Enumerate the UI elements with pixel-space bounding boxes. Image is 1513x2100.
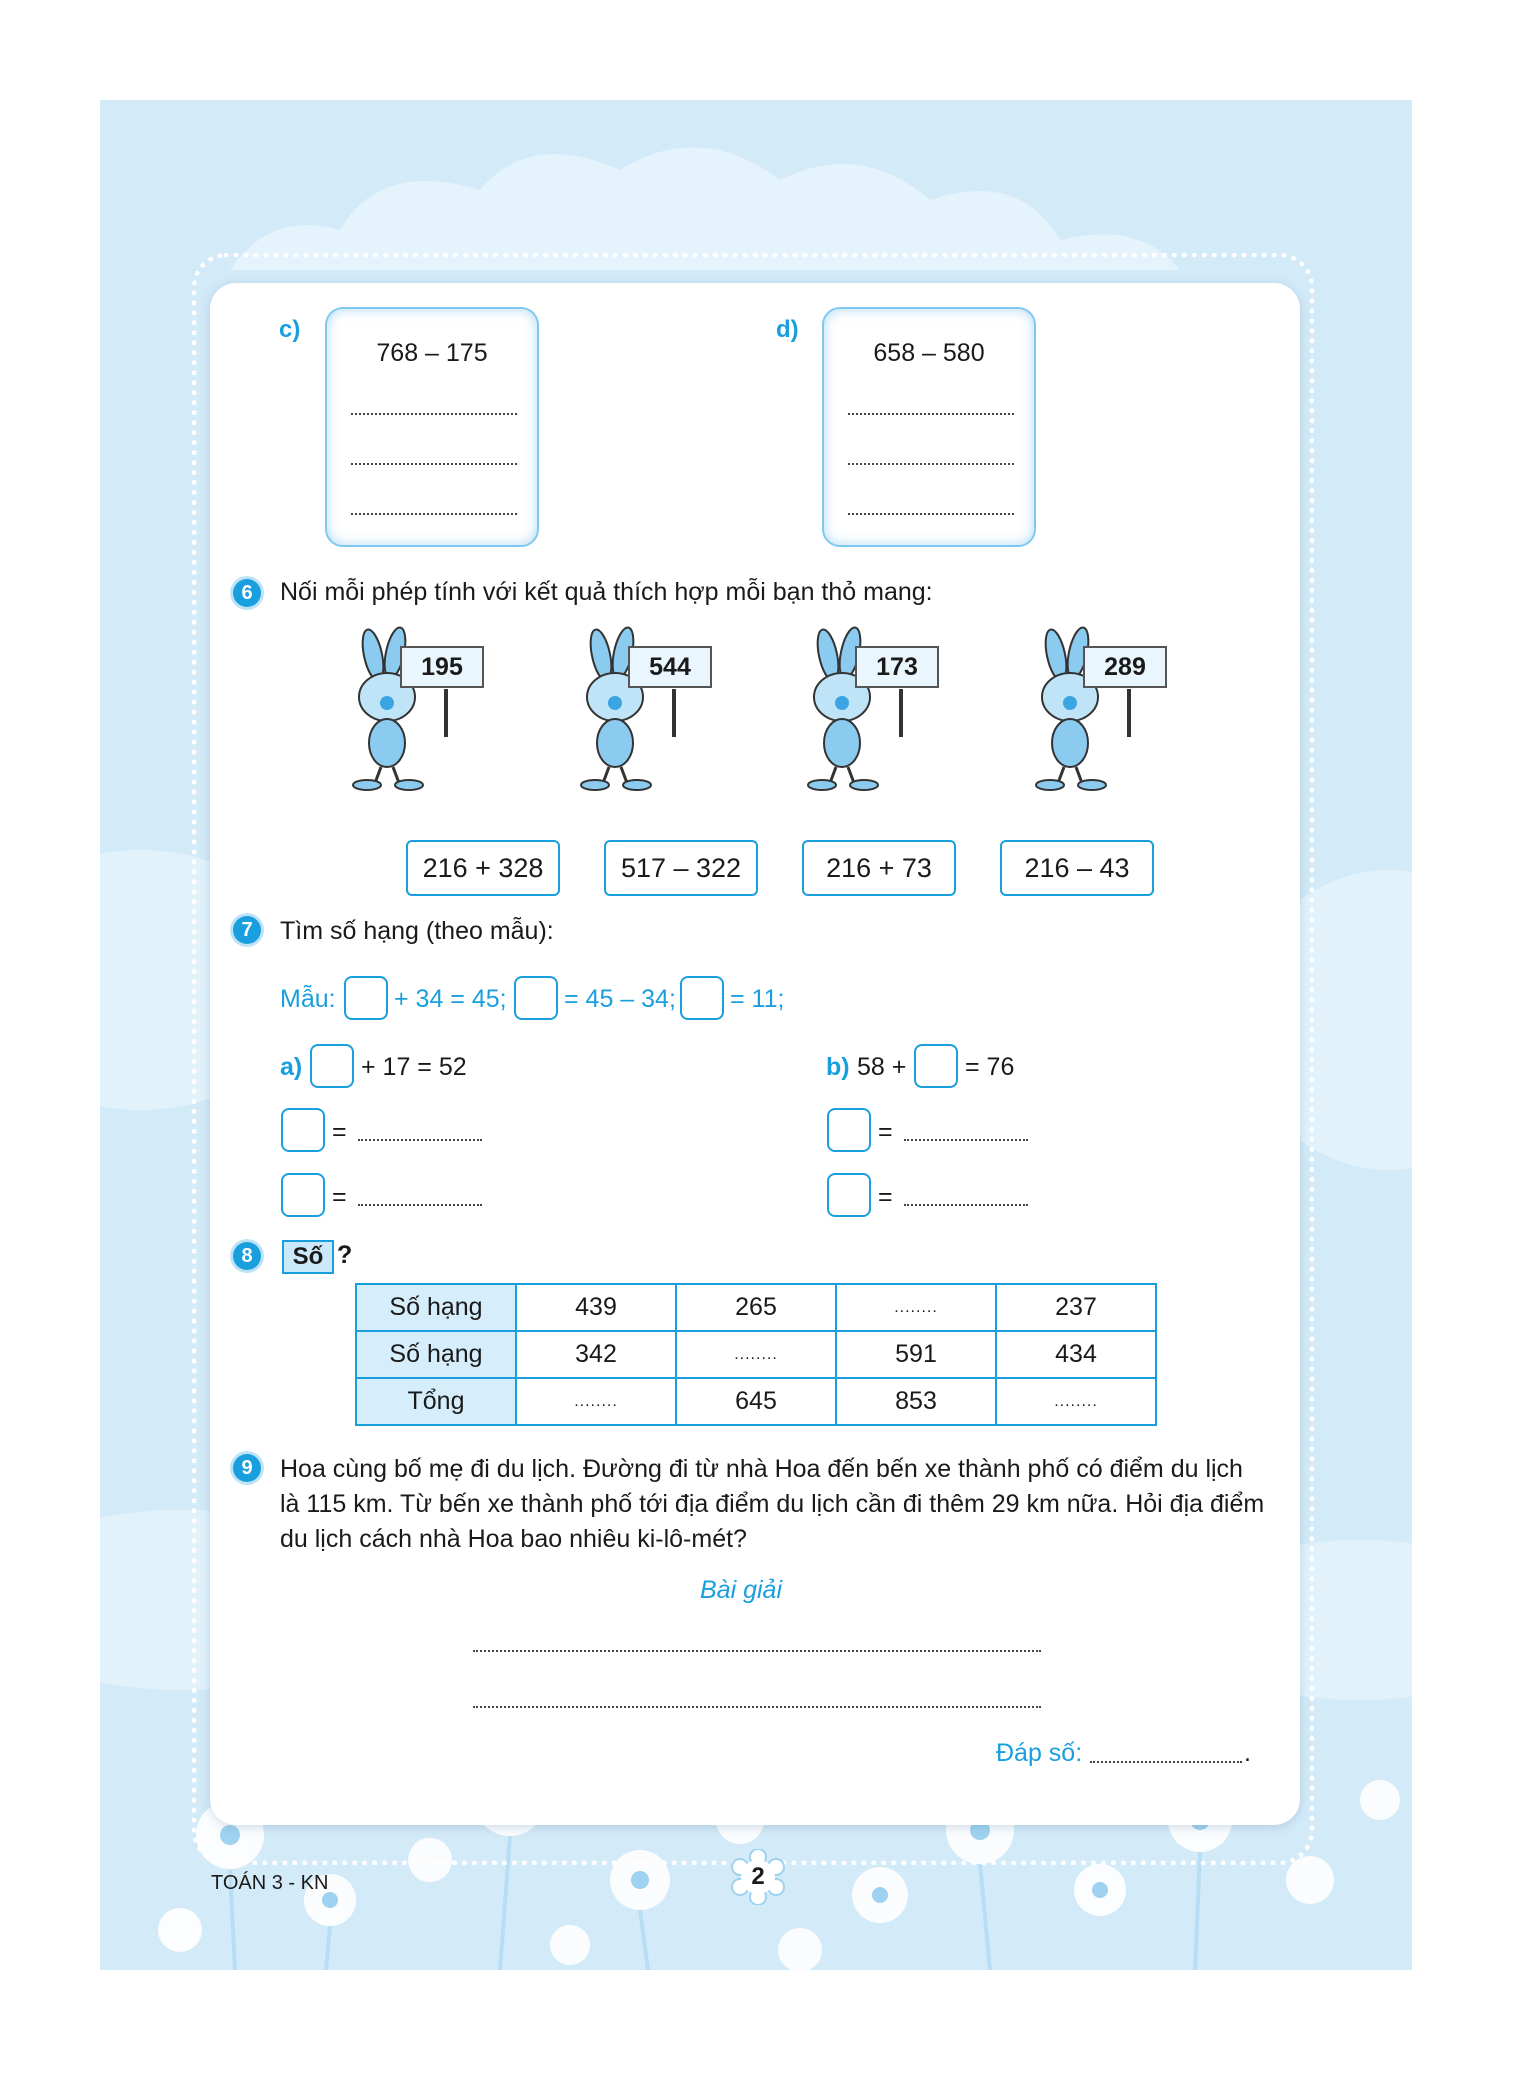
- book-code: TOÁN 3 - KN: [211, 1872, 329, 1894]
- q5c-label: c): [279, 316, 301, 343]
- solution-line[interactable]: [473, 1706, 1041, 1708]
- table-cell: 342: [516, 1331, 676, 1378]
- row-header: Số hạng: [356, 1284, 516, 1331]
- rabbit-3: [800, 625, 940, 795]
- answer-square[interactable]: [680, 976, 724, 1020]
- q7a-equation: + 17 = 52: [361, 1053, 467, 1081]
- q9-line-2: là 115 km. Từ bến xe thành phố tới địa điểm du lịch cần đi thêm 29 km nữa. Hỏi địa điểm: [280, 1490, 1265, 1518]
- expression-box-2[interactable]: 517 – 322: [604, 840, 758, 896]
- page-number-badge: [730, 1849, 786, 1905]
- blank-cell[interactable]: ........: [676, 1331, 836, 1378]
- answer-square[interactable]: [827, 1173, 871, 1217]
- answer-line[interactable]: [904, 1204, 1028, 1206]
- expression-box-4[interactable]: 216 – 43: [1000, 840, 1154, 896]
- q7b-prefix: 58 +: [857, 1053, 907, 1081]
- q5d-expression: 658 – 580: [873, 339, 985, 367]
- rabbit-sign: 195: [400, 646, 484, 688]
- answer-line[interactable]: [358, 1204, 482, 1206]
- question-number: 7: [233, 916, 261, 944]
- answer-line: [351, 463, 517, 465]
- row-header: Số hạng: [356, 1331, 516, 1378]
- table-cell: 439: [516, 1284, 676, 1331]
- solution-title: Bài giải: [700, 1576, 782, 1604]
- table-cell: 237: [996, 1284, 1156, 1331]
- answer-square[interactable]: [827, 1108, 871, 1152]
- rabbit-1: [345, 625, 485, 795]
- example-label: Mẫu:: [280, 985, 336, 1013]
- q5c-expression: 768 – 175: [376, 339, 488, 367]
- solution-line[interactable]: [473, 1650, 1041, 1652]
- q9-line-3: du lịch cách nhà Hoa bao nhiêu ki-lô-mét?: [280, 1525, 747, 1553]
- q9-line-1: Hoa cùng bố mẹ đi du lịch. Đường đi từ nhà Hoa đến bến xe thành phố có điểm du lịch: [280, 1455, 1243, 1483]
- so-tag: Số: [282, 1240, 334, 1274]
- q7b-label: b): [826, 1053, 850, 1081]
- table-cell: 434: [996, 1331, 1156, 1378]
- answer-line: [848, 463, 1014, 465]
- question-number: 9: [233, 1454, 261, 1482]
- q7a-label: a): [280, 1053, 303, 1081]
- equals-sign: =: [332, 1118, 347, 1146]
- answer-square[interactable]: [344, 976, 388, 1020]
- q5d-box[interactable]: [822, 307, 1036, 547]
- example-part-2: = 45 – 34;: [564, 985, 676, 1013]
- expression-box-3[interactable]: 216 + 73: [802, 840, 956, 896]
- table-row: [356, 1284, 1156, 1331]
- answer-square[interactable]: [310, 1044, 354, 1088]
- sum-table: [355, 1283, 1157, 1426]
- table-cell: 265: [676, 1284, 836, 1331]
- answer-period: .: [1244, 1739, 1251, 1767]
- equals-sign: =: [878, 1118, 893, 1146]
- rabbit-2: [573, 625, 713, 795]
- answer-square[interactable]: [514, 976, 558, 1020]
- answer-line[interactable]: [358, 1139, 482, 1141]
- blank-cell[interactable]: ........: [996, 1378, 1156, 1425]
- equals-sign: =: [878, 1183, 893, 1211]
- blank-cell[interactable]: ........: [836, 1284, 996, 1331]
- table-cell: 591: [836, 1331, 996, 1378]
- page-number: 2: [751, 1863, 765, 1890]
- rabbit-sign: 289: [1083, 646, 1167, 688]
- question-mark: ?: [337, 1241, 353, 1269]
- rabbit-4: [1028, 625, 1168, 795]
- q7b-suffix: = 76: [965, 1053, 1015, 1081]
- answer-line[interactable]: [1090, 1761, 1242, 1763]
- expression-box-1[interactable]: 216 + 328: [406, 840, 560, 896]
- blank-cell[interactable]: ........: [516, 1378, 676, 1425]
- q5c-box[interactable]: [325, 307, 539, 547]
- table-row: [356, 1331, 1156, 1378]
- table-row: [356, 1378, 1156, 1425]
- answer-label: Đáp số:: [996, 1739, 1083, 1767]
- table-cell: 645: [676, 1378, 836, 1425]
- question-number: 6: [233, 579, 261, 607]
- q5d-label: d): [776, 316, 799, 343]
- answer-line: [848, 513, 1014, 515]
- example-part-1: + 34 = 45;: [394, 985, 507, 1013]
- question-number: 8: [233, 1242, 261, 1270]
- q7-instruction: Tìm số hạng (theo mẫu):: [280, 917, 554, 945]
- example-part-3: = 11;: [730, 985, 785, 1013]
- answer-line: [351, 513, 517, 515]
- answer-square[interactable]: [914, 1044, 958, 1088]
- row-header: Tổng: [356, 1378, 516, 1425]
- equals-sign: =: [332, 1183, 347, 1211]
- answer-line: [351, 413, 517, 415]
- answer-line: [848, 413, 1014, 415]
- answer-line[interactable]: [904, 1139, 1028, 1141]
- rabbit-sign: 544: [628, 646, 712, 688]
- answer-square[interactable]: [281, 1108, 325, 1152]
- q6-instruction: Nối mỗi phép tính với kết quả thích hợp mỗi bạn thỏ mang:: [280, 578, 933, 606]
- rabbit-sign: 173: [855, 646, 939, 688]
- answer-square[interactable]: [281, 1173, 325, 1217]
- table-cell: 853: [836, 1378, 996, 1425]
